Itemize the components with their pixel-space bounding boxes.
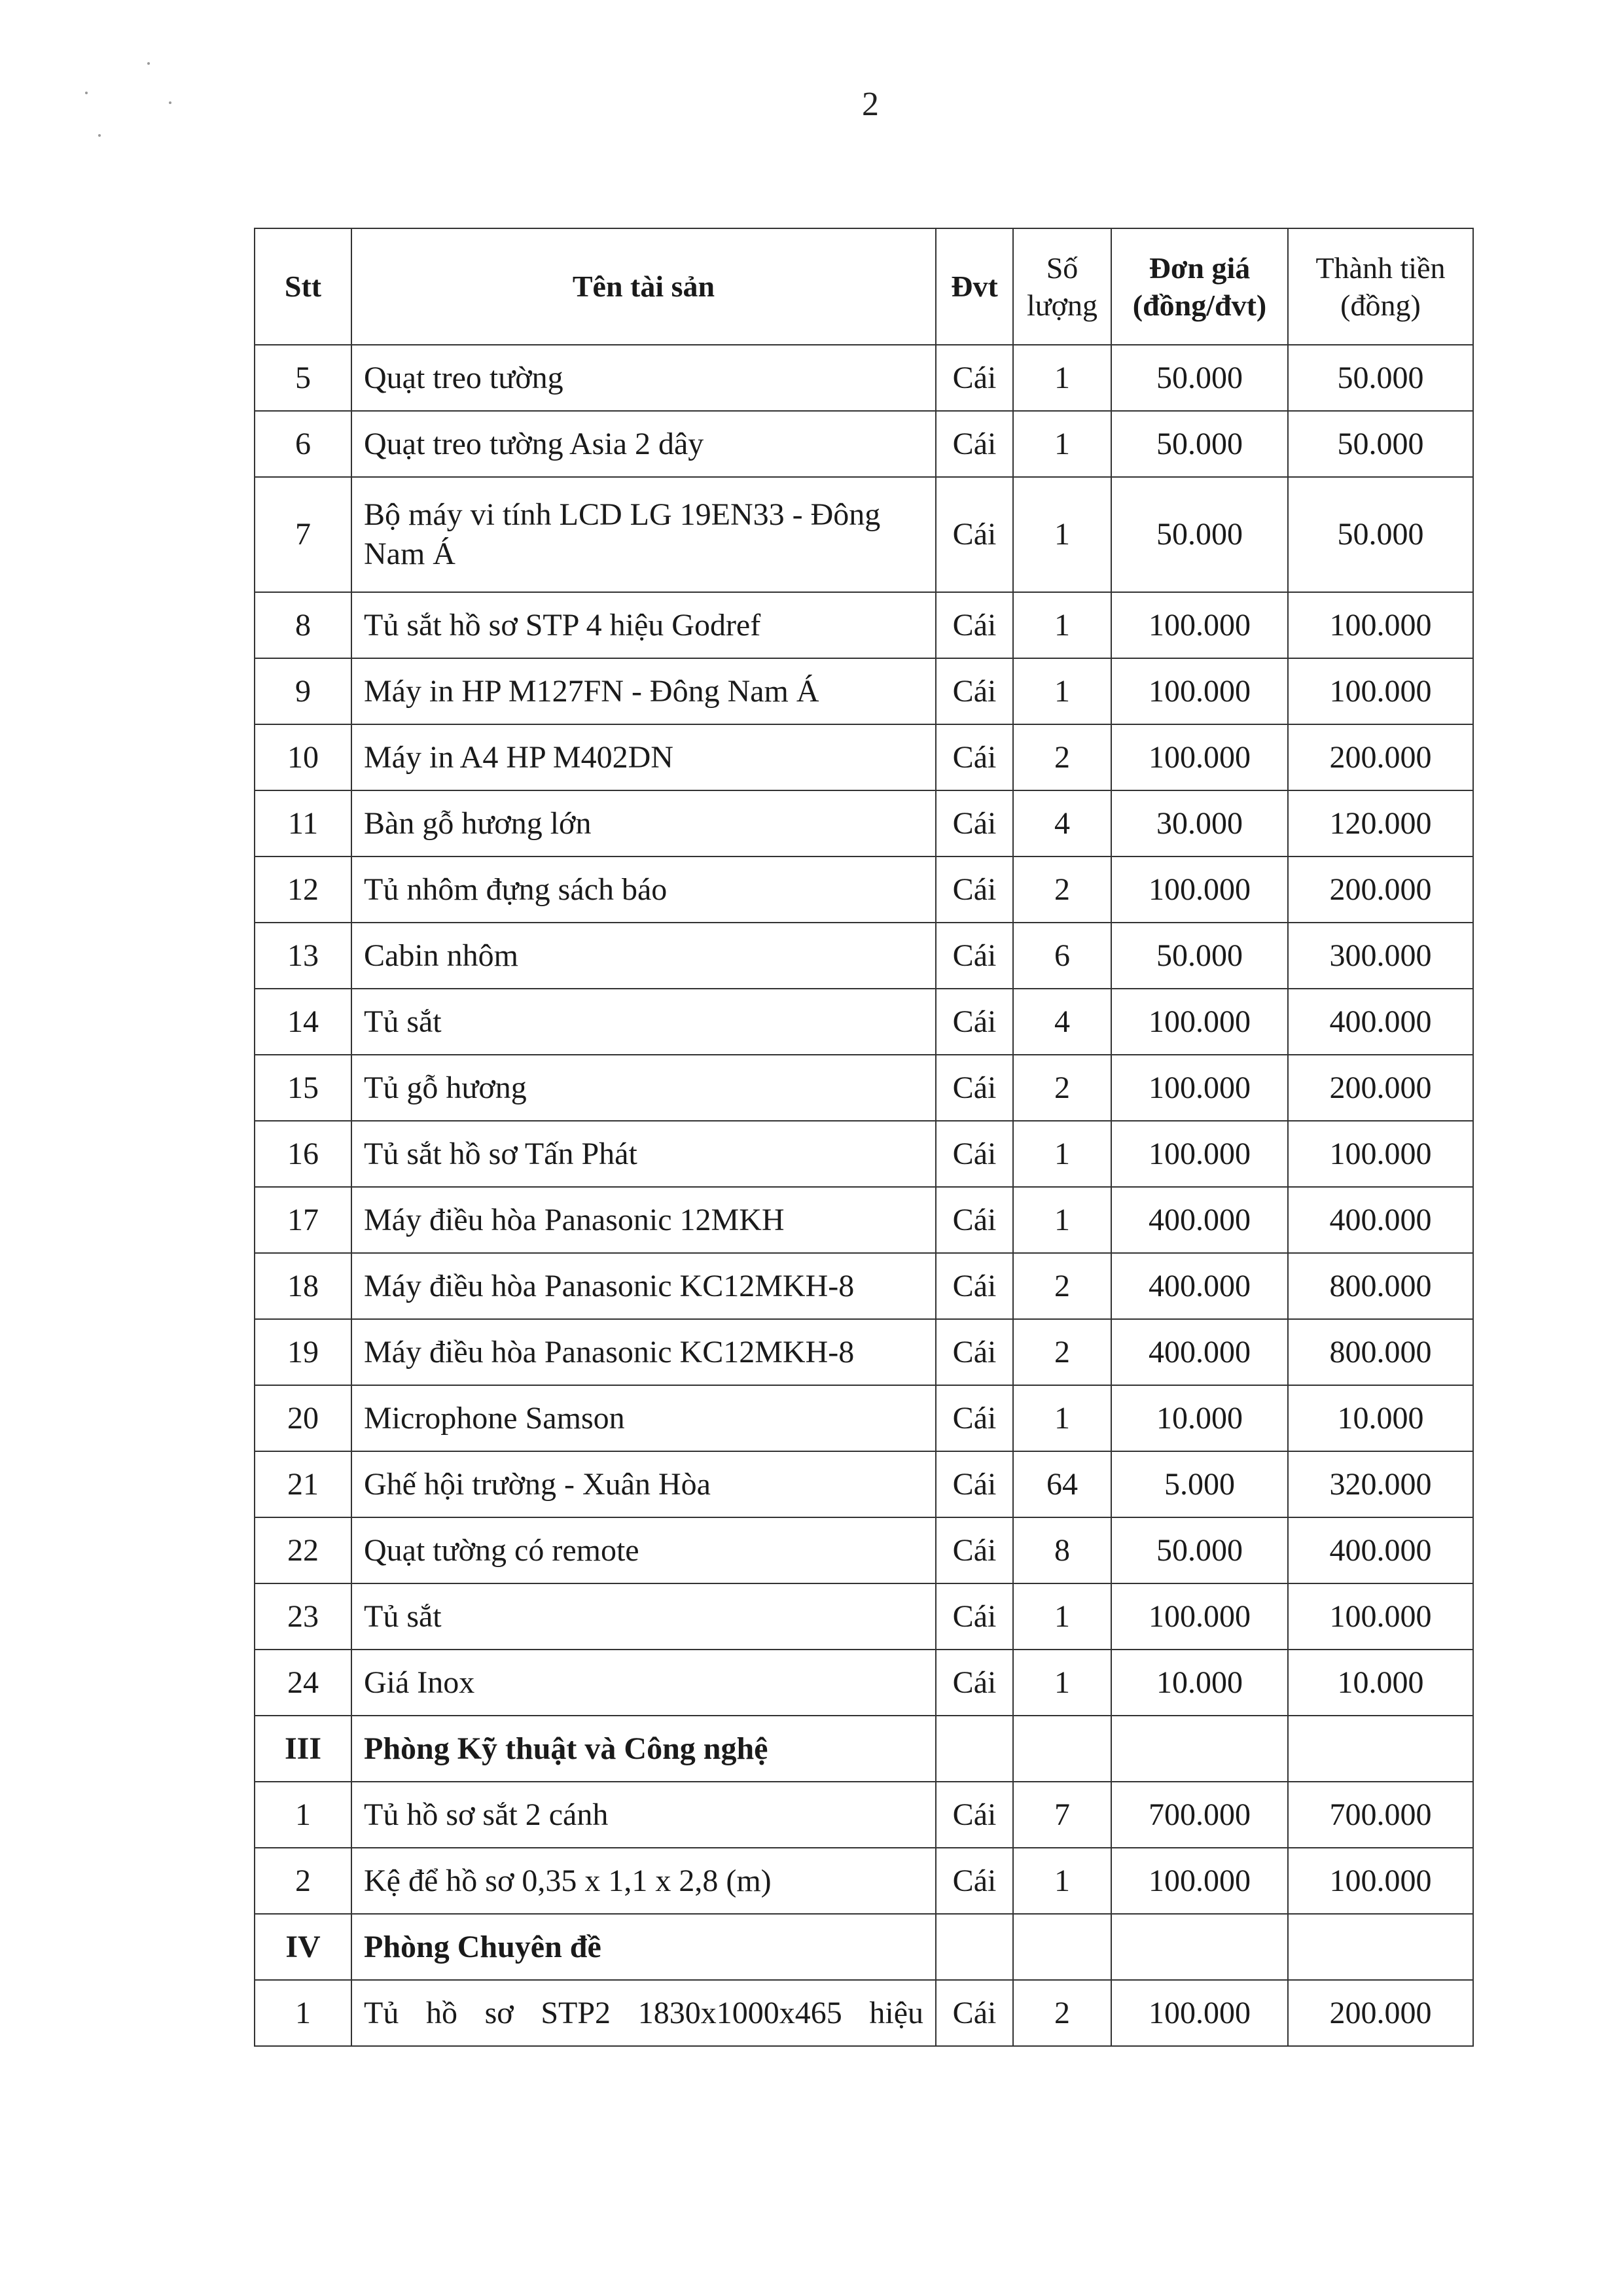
cell-stt: 5: [255, 345, 351, 411]
table-row: [255, 658, 1473, 724]
cell-quantity: 2: [1013, 857, 1111, 923]
cell-total: 200.000: [1288, 1980, 1473, 2046]
cell-unit: [936, 1914, 1013, 1980]
header-stt: Stt: [255, 228, 351, 345]
cell-unit-price: 10.000: [1111, 1650, 1288, 1716]
cell-stt: 10: [255, 724, 351, 790]
cell-quantity: [1013, 1716, 1111, 1782]
cell-quantity: 2: [1013, 724, 1111, 790]
cell-unit-price: 100.000: [1111, 724, 1288, 790]
cell-quantity: 2: [1013, 1980, 1111, 2046]
cell-stt: 9: [255, 658, 351, 724]
cell-unit-price: 100.000: [1111, 1848, 1288, 1914]
cell-unit-price: 700.000: [1111, 1782, 1288, 1848]
cell-total: 50.000: [1288, 345, 1473, 411]
cell-unit-price: 100.000: [1111, 1121, 1288, 1187]
cell-quantity: 6: [1013, 923, 1111, 989]
cell-asset-name: Bộ máy vi tính LCD LG 19EN33 - Đông Nam Á: [351, 477, 936, 592]
scan-speck: [98, 134, 101, 137]
header-unit: Đvt: [936, 228, 1013, 345]
table-body: [255, 345, 1473, 2046]
cell-quantity: [1013, 1914, 1111, 1980]
cell-quantity: 7: [1013, 1782, 1111, 1848]
cell-unit: Cái: [936, 1055, 1013, 1121]
cell-unit-price: 400.000: [1111, 1253, 1288, 1319]
table-row: [255, 1980, 1473, 2046]
cell-unit-price: 100.000: [1111, 592, 1288, 658]
cell-asset-name: Máy điều hòa Panasonic 12MKH: [351, 1187, 936, 1253]
cell-quantity: 2: [1013, 1055, 1111, 1121]
table-header-row: [255, 228, 1473, 345]
cell-quantity: 1: [1013, 411, 1111, 477]
cell-asset-name: Cabin nhôm: [351, 923, 936, 989]
header-unit-price: Đơn giá (đồng/đvt): [1111, 228, 1288, 345]
cell-total: 10.000: [1288, 1385, 1473, 1451]
table-row: [255, 1650, 1473, 1716]
cell-total: 100.000: [1288, 592, 1473, 658]
cell-total: [1288, 1914, 1473, 1980]
cell-total: 300.000: [1288, 923, 1473, 989]
table-row: [255, 1319, 1473, 1385]
cell-stt: 14: [255, 989, 351, 1055]
table-row: [255, 345, 1473, 411]
header-asset-name: Tên tài sản: [351, 228, 936, 345]
cell-asset-name: Tủ hồ sơ sắt 2 cánh: [351, 1782, 936, 1848]
cell-stt: 19: [255, 1319, 351, 1385]
cell-asset-name: Tủ hồ sơ STP2 1830x1000x465 hiệu: [351, 1980, 936, 2046]
table-row: [255, 1187, 1473, 1253]
cell-asset-name: Quạt treo tường: [351, 345, 936, 411]
cell-asset-name: Phòng Chuyên đề: [351, 1914, 936, 1980]
cell-unit-price: 100.000: [1111, 989, 1288, 1055]
cell-stt: 2: [255, 1848, 351, 1914]
cell-asset-name: Máy in HP M127FN - Đông Nam Á: [351, 658, 936, 724]
cell-quantity: 4: [1013, 989, 1111, 1055]
cell-total: 100.000: [1288, 1121, 1473, 1187]
cell-stt: 7: [255, 477, 351, 592]
cell-unit: [936, 1716, 1013, 1782]
cell-unit: Cái: [936, 658, 1013, 724]
cell-total: 200.000: [1288, 857, 1473, 923]
cell-total: [1288, 1716, 1473, 1782]
cell-total: 200.000: [1288, 1055, 1473, 1121]
asset-table: [254, 228, 1474, 2047]
cell-asset-name: Tủ sắt: [351, 1583, 936, 1650]
table-row: [255, 1121, 1473, 1187]
cell-unit-price: 5.000: [1111, 1451, 1288, 1517]
cell-stt: 1: [255, 1782, 351, 1848]
cell-quantity: 2: [1013, 1319, 1111, 1385]
cell-unit-price: 100.000: [1111, 1055, 1288, 1121]
cell-unit: Cái: [936, 1253, 1013, 1319]
cell-unit: Cái: [936, 1848, 1013, 1914]
table-row: [255, 857, 1473, 923]
cell-unit-price: 400.000: [1111, 1187, 1288, 1253]
cell-stt: 1: [255, 1980, 351, 2046]
cell-asset-name: Bàn gỗ hương lớn: [351, 790, 936, 857]
cell-unit-price: 100.000: [1111, 1583, 1288, 1650]
cell-unit-price: 50.000: [1111, 923, 1288, 989]
cell-asset-name: Microphone Samson: [351, 1385, 936, 1451]
cell-unit: Cái: [936, 724, 1013, 790]
cell-unit: Cái: [936, 857, 1013, 923]
cell-unit: Cái: [936, 1782, 1013, 1848]
cell-unit: Cái: [936, 1517, 1013, 1583]
table-row: [255, 989, 1473, 1055]
cell-total: 120.000: [1288, 790, 1473, 857]
table-row: [255, 1517, 1473, 1583]
cell-unit: Cái: [936, 1583, 1013, 1650]
table-row: [255, 923, 1473, 989]
cell-stt: 22: [255, 1517, 351, 1583]
cell-asset-name: Giá Inox: [351, 1650, 936, 1716]
cell-unit-price: [1111, 1716, 1288, 1782]
cell-stt: 6: [255, 411, 351, 477]
cell-unit-price: [1111, 1914, 1288, 1980]
table-row: [255, 790, 1473, 857]
cell-quantity: 1: [1013, 658, 1111, 724]
cell-unit-price: 50.000: [1111, 345, 1288, 411]
cell-quantity: 4: [1013, 790, 1111, 857]
cell-unit: Cái: [936, 1319, 1013, 1385]
cell-stt: 12: [255, 857, 351, 923]
cell-asset-name: Tủ sắt hồ sơ STP 4 hiệu Godref: [351, 592, 936, 658]
table-row: [255, 724, 1473, 790]
cell-total: 320.000: [1288, 1451, 1473, 1517]
table-row: [255, 1451, 1473, 1517]
cell-unit: Cái: [936, 592, 1013, 658]
cell-unit-price: 50.000: [1111, 411, 1288, 477]
cell-total: 800.000: [1288, 1319, 1473, 1385]
cell-unit-price: 30.000: [1111, 790, 1288, 857]
cell-unit-price: 50.000: [1111, 477, 1288, 592]
cell-quantity: 1: [1013, 1583, 1111, 1650]
cell-asset-name: Tủ sắt hồ sơ Tấn Phát: [351, 1121, 936, 1187]
cell-stt: 17: [255, 1187, 351, 1253]
cell-total: 800.000: [1288, 1253, 1473, 1319]
cell-unit: Cái: [936, 1121, 1013, 1187]
cell-unit-price: 100.000: [1111, 1980, 1288, 2046]
cell-total: 700.000: [1288, 1782, 1473, 1848]
cell-asset-name: Tủ sắt: [351, 989, 936, 1055]
cell-unit-price: 10.000: [1111, 1385, 1288, 1451]
cell-stt: 11: [255, 790, 351, 857]
cell-total: 400.000: [1288, 989, 1473, 1055]
table-row: [255, 1848, 1473, 1914]
cell-unit-price: 400.000: [1111, 1319, 1288, 1385]
cell-asset-name: Phòng Kỹ thuật và Công nghệ: [351, 1716, 936, 1782]
cell-asset-name: Máy in A4 HP M402DN: [351, 724, 936, 790]
cell-quantity: 1: [1013, 1650, 1111, 1716]
cell-stt: 13: [255, 923, 351, 989]
cell-quantity: 2: [1013, 1253, 1111, 1319]
cell-quantity: 1: [1013, 1187, 1111, 1253]
cell-total: 100.000: [1288, 1583, 1473, 1650]
table-row: [255, 1055, 1473, 1121]
cell-unit: Cái: [936, 1385, 1013, 1451]
cell-unit-price: 50.000: [1111, 1517, 1288, 1583]
cell-asset-name: Máy điều hòa Panasonic KC12MKH-8: [351, 1319, 936, 1385]
table-row: [255, 1385, 1473, 1451]
cell-unit-price: 100.000: [1111, 658, 1288, 724]
cell-asset-name: Quạt tường có remote: [351, 1517, 936, 1583]
table-row: [255, 477, 1473, 592]
table-row: [255, 1782, 1473, 1848]
cell-stt: 8: [255, 592, 351, 658]
cell-unit: Cái: [936, 1650, 1013, 1716]
cell-unit-price: 100.000: [1111, 857, 1288, 923]
cell-unit: Cái: [936, 989, 1013, 1055]
cell-stt: 21: [255, 1451, 351, 1517]
table-row: [255, 1583, 1473, 1650]
header-quantity: Số lượng: [1013, 228, 1111, 345]
section-row: [255, 1914, 1473, 1980]
cell-unit: Cái: [936, 345, 1013, 411]
cell-total: 50.000: [1288, 411, 1473, 477]
cell-total: 200.000: [1288, 724, 1473, 790]
cell-total: 400.000: [1288, 1517, 1473, 1583]
cell-unit: Cái: [936, 1451, 1013, 1517]
cell-asset-name: Tủ nhôm đựng sách báo: [351, 857, 936, 923]
cell-quantity: 8: [1013, 1517, 1111, 1583]
cell-total: 50.000: [1288, 477, 1473, 592]
cell-total: 100.000: [1288, 658, 1473, 724]
cell-unit: Cái: [936, 923, 1013, 989]
page-number: 2: [862, 86, 879, 123]
cell-unit: Cái: [936, 477, 1013, 592]
scan-speck: [147, 62, 150, 65]
cell-quantity: 1: [1013, 477, 1111, 592]
cell-quantity: 64: [1013, 1451, 1111, 1517]
cell-asset-name: Kệ để hồ sơ 0,35 x 1,1 x 2,8 (m): [351, 1848, 936, 1914]
cell-unit: Cái: [936, 1187, 1013, 1253]
cell-asset-name: Ghế hội trường - Xuân Hòa: [351, 1451, 936, 1517]
cell-unit: Cái: [936, 1980, 1013, 2046]
cell-quantity: 1: [1013, 1121, 1111, 1187]
cell-stt: 16: [255, 1121, 351, 1187]
cell-unit: Cái: [936, 411, 1013, 477]
cell-asset-name: Tủ gỗ hương: [351, 1055, 936, 1121]
cell-quantity: 1: [1013, 1848, 1111, 1914]
cell-asset-name: Quạt treo tường Asia 2 dây: [351, 411, 936, 477]
table-row: [255, 411, 1473, 477]
table-row: [255, 1253, 1473, 1319]
cell-quantity: 1: [1013, 1385, 1111, 1451]
section-row: [255, 1716, 1473, 1782]
cell-stt: III: [255, 1716, 351, 1782]
cell-asset-name: Máy điều hòa Panasonic KC12MKH-8: [351, 1253, 936, 1319]
cell-quantity: 1: [1013, 592, 1111, 658]
cell-stt: IV: [255, 1914, 351, 1980]
cell-unit: Cái: [936, 790, 1013, 857]
cell-total: 100.000: [1288, 1848, 1473, 1914]
cell-stt: 18: [255, 1253, 351, 1319]
cell-stt: 15: [255, 1055, 351, 1121]
cell-total: 10.000: [1288, 1650, 1473, 1716]
table-row: [255, 592, 1473, 658]
header-total: Thành tiền (đồng): [1288, 228, 1473, 345]
cell-stt: 23: [255, 1583, 351, 1650]
cell-quantity: 1: [1013, 345, 1111, 411]
cell-total: 400.000: [1288, 1187, 1473, 1253]
cell-stt: 20: [255, 1385, 351, 1451]
cell-stt: 24: [255, 1650, 351, 1716]
